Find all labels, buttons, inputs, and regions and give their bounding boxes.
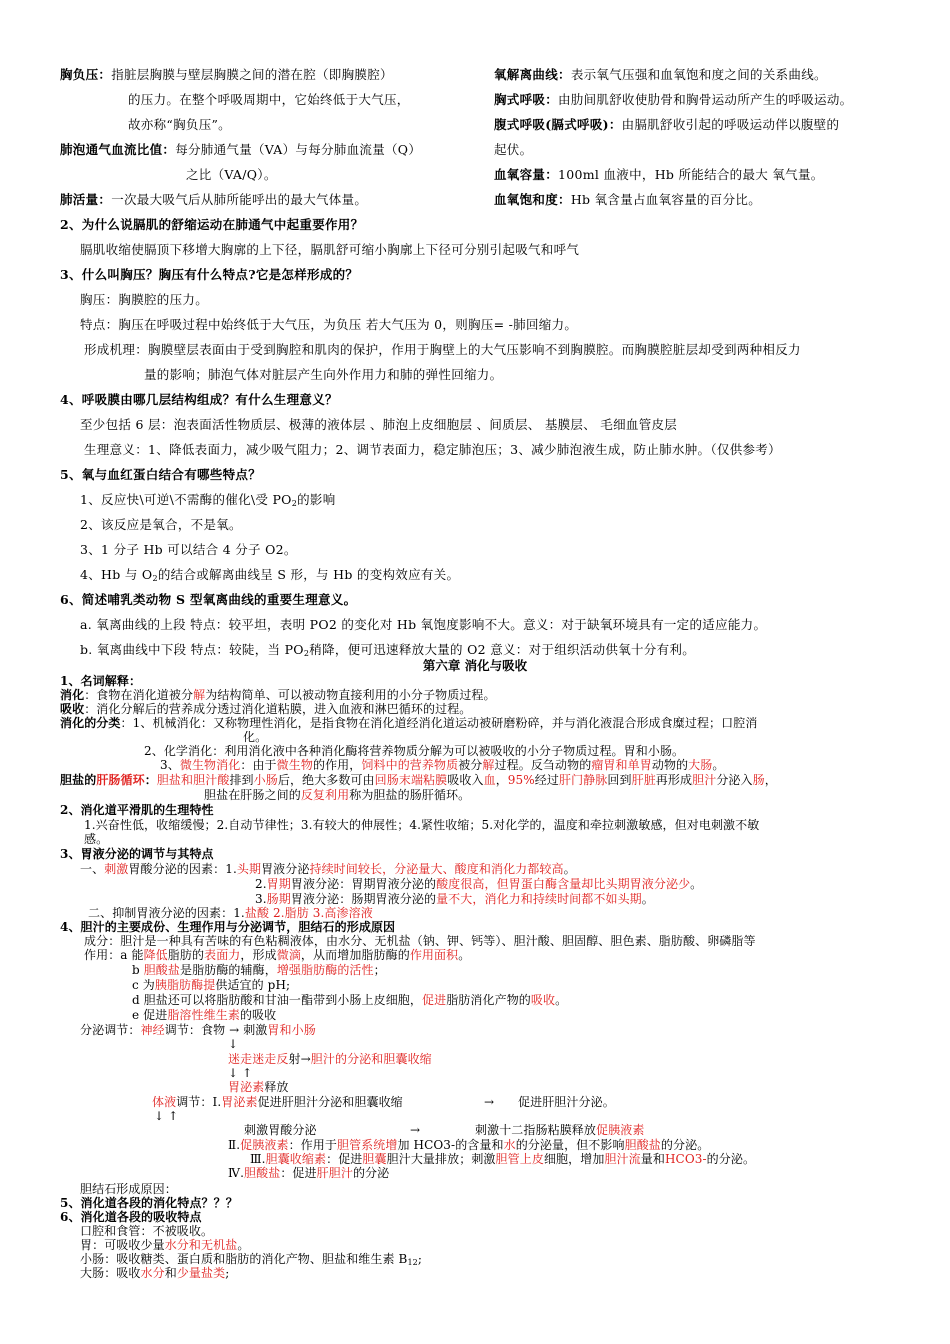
q4-meaning: 生理意义：1、降低表面力，减少吸气阻力；2、调节表面力，稳定肺泡压；3、减少肺泡液生成，防止肺水肿。（仅供参考） (84, 442, 781, 457)
q4-title: 4、呼吸膜由哪几层结构组成？有什么生理意义？ (60, 392, 338, 407)
def-negative-pressure-line2: 的压力。在整个呼吸周期中，它始终低于大气压， (128, 92, 410, 107)
s4-function-c: c 为胰脂肪酶提供适宜的 pH; (132, 978, 291, 992)
def-va-q-ratio-line2: 之比（VA/Q）。 (186, 167, 277, 182)
arrow-right-icon: → (484, 1095, 495, 1109)
q3-feature: 特点：胸压在呼吸过程中始终低于大气压，为负压 若大气压为 0，则胸压= -肺回缩力。 (80, 317, 578, 332)
q5-item-4: 4、Hb 与 $O_2$的结合或解离曲线呈 S 形，与 Hb 的变构效应有关。 (80, 567, 460, 583)
s4-composition: 成分：胆汁是一种具有苦味的有色粘稠液体，由水分、无机盐（钠、钾、钙等）、胆汁酸、胆固醇、胆色素、脂肪酸、卵磷脂等 (84, 934, 756, 948)
def-abdominal-breathing: 腹式呼吸(膈式呼吸)：由膈肌舒收引起的呼吸运动伴以腹壁的 (494, 117, 840, 132)
s6-large-intestine: 大肠：吸收水分和少量盐类; (80, 1266, 230, 1280)
s4-regulation-gastrin: 胃泌素释放 (228, 1080, 289, 1094)
s1-absorption: 吸收：消化分解后的营养成分透过消化道粘膜，进入血液和淋巴循环的过程。 (60, 702, 472, 716)
s2-title: 2、消化道平滑肌的生理特性 (60, 803, 214, 817)
s6-stomach: 胃：可吸收少量水分和无机盐。 (80, 1238, 250, 1252)
s1-bile-circulation-line2: 胆盐在肝肠之间的反复利用称为胆盐的肠肝循环。 (204, 788, 471, 802)
s4-regulation-humoral: 体液调节：Ⅰ.胃泌素促进肝胆汁分泌和胆囊收缩 (152, 1095, 403, 1109)
s4-regulation-vagal: 迷走迷走反射→胆汁的分泌和胆囊收缩 (228, 1052, 432, 1066)
chapter-title: 第六章 消化与吸收 (422, 658, 528, 673)
s3-line1: 一、刺激胃酸分泌的因素：1.头期胃液分泌持续时间较长，分泌量大、酸度和消化力都较高。 (80, 862, 576, 876)
s4-gallstone: 胆结石形成原因： (80, 1182, 177, 1196)
s1-digestion: 消化：食物在消化道被分解为结构简单、可以被动物直接利用的小分子物质过程。 (60, 688, 496, 702)
q3-mechanism: 形成机理：胸膜壁层表面由于受到胸腔和肌肉的保护，作用于胸壁上的大气压影响不到胸膜腔。而胸膜腔脏层却受到两种相反力 (84, 342, 801, 357)
arrow-right-icon: → (410, 1123, 421, 1137)
def-vital-capacity: 肺活量：一次最大吸气后从肺所能呼出的最大气体量。 (60, 192, 368, 207)
def-thoracic-breathing: 胸式呼吸：由肋间肌舒收使肋骨和胸骨运动所产生的呼吸运动。 (494, 92, 853, 107)
q3-definition: 胸压：胸膜腔的压力。 (80, 292, 209, 307)
q5-item-3: 3、1 分子 Hb 可以结合 4 分子 O2。 (80, 542, 297, 557)
arrow-updown-icon: ↓ ↑ (228, 1066, 253, 1080)
s4-regulation-humoral-result: 促进肝胆汁分泌。 (518, 1095, 615, 1109)
s4-function-e: e 促进脂溶性维生素的吸收 (132, 1008, 277, 1022)
def-abdominal-breathing-line2: 起伏。 (494, 142, 533, 157)
s2-line2: 感。 (84, 832, 109, 846)
s1-classification: 消化的分类：1、机械消化：又称物理性消化，是指食物在消化道经消化道运动被研磨粉碎，并与消化液混合形成食糜过程；口腔消 (60, 716, 758, 730)
def-dissociation-curve: 氧解离曲线：表示氧气压强和血氧饱和度之间的关系曲线。 (494, 67, 827, 82)
s4-regulation-bile-salt: Ⅳ.胆酸盐：促进肝胆汁的分泌 (228, 1166, 390, 1180)
def-negative-pressure: 胸负压：指脏层胸膜与壁层胸膜之间的潜在腔（即胸膜腔） (60, 67, 393, 82)
q2-title: 2、为什么说膈肌的舒缩运动在肺通气中起重要作用？ (60, 217, 364, 232)
def-negative-pressure-line3: 故亦称“胸负压”。 (128, 117, 231, 132)
def-va-q-ratio: 肺泡通气血流比值：每分肺通气量（VA）与每分肺血流量（Q） (60, 142, 422, 157)
q6-item-a: a. 氧离曲线的上段 特点：较平坦，表明 PO2 的变化对 Hb 氧饱度影响不大。意义：对于缺氧环境具有一定的适应能力。 (80, 617, 767, 632)
s1-title: 1、名词解释： (60, 674, 142, 688)
s3-line2: 2.胃期胃液分泌：胃期胃液分泌的酸度很高，但胃蛋白酶含量却比头期胃液分泌少。 (255, 877, 703, 891)
s1-chemical: 2、化学消化：利用消化液中各种消化酶将营养物质分解为可以被吸收的小分子物质过程。胃和小肠。 (144, 744, 685, 758)
q5-title: 5、氧与血红蛋白结合有哪些特点？ (60, 467, 261, 482)
q4-layers: 至少包括 6 层：泡表面活性物质层、极薄的液体层 、肺泡上皮细胞层 、间质层、 基膜层、 毛细血管皮层 (80, 417, 678, 432)
q3-title: 3、什么叫胸压？胸压有什么特点?它是怎样形成的？ (60, 267, 359, 282)
s4-function-b: b 胆酸盐是脂肪酶的辅酶，增强脂肪酶的活性； (132, 963, 386, 977)
s4-regulation-cck: Ⅲ.胆囊收缩素：促进胆囊胆汁大量排放；刺激胆管上皮细胞，增加胆汁流量和HCO3-的分泌。 (250, 1152, 756, 1166)
s6-small-intestine: 小肠：吸收糖类、蛋白质和脂肪的消化产物、胆盐和维生素 $B_{12}$; (80, 1252, 422, 1267)
s3-line4: 二、抑制胃液分泌的因素：1.盐酸 2.脂肪 3.高渗溶液 (88, 906, 373, 920)
s6-oral: 口腔和食管：不被吸收。 (80, 1224, 214, 1238)
s3-line3: 3.肠期胃液分泌：肠期胃液分泌的量不大，消化力和持续时间都不如头期。 (255, 892, 654, 906)
s4-regulation-neural: 分泌调节：神经调节：食物 → 刺激胃和小肠 (80, 1023, 316, 1037)
s3-title: 3、胃液分泌的调节与其特点 (60, 847, 214, 861)
def-oxygen-capacity: 血氧容量：100ml 血液中，Hb 所能结合的最大 氧气量。 (494, 167, 824, 182)
s5-title: 5、消化道各段的消化特点？？？ (60, 1196, 238, 1210)
q2-answer: 膈肌收缩使膈顶下移增大胸廓的上下径，膈肌舒可缩小胸廓上下径可分别引起吸气和呼气 (80, 242, 580, 257)
q6-title: 6、简述哺乳类动物 S 型氧离曲线的重要生理意义。 (60, 592, 357, 607)
def-oxygen-saturation: 血氧饱和度：Hb 氧含量占血氧容量的百分比。 (494, 192, 761, 207)
s1-microbial: 3、微生物消化：由于微生物的作用，饲料中的营养物质被分解过程。反刍动物的瘤胃和单胃动物的大肠。 (160, 758, 725, 772)
s4-function-a: 作用：a 能降低脂肪的表面力，形成微滴，从而增加脂肪酶的作用面积。 (84, 948, 471, 962)
q6-item-b: b. 氧离曲线中下段 特点：较陡，当 $PO_2$稍降，便可迅速释放大量的 O2 意义：对于组织活动供氧十分有利。 (80, 642, 695, 658)
arrow-updown-icon: ↓ ↑ (154, 1109, 179, 1123)
q5-item-1: 1、反应快\可逆\不需酶的催化\受 $PO_2$的影响 (80, 492, 336, 508)
s1-bile-circulation: 胆盐的肝肠循环：胆盐和胆汁酸排到小肠后，绝大多数可由回肠末端粘膜吸收入血，95%经过肝门静脉回到肝脏再形成胆汁分泌入肠， (60, 773, 777, 787)
s6-title: 6、消化道各段的吸收特点 (60, 1210, 202, 1224)
s4-regulation-gastric-acid: 刺激胃酸分泌 (244, 1123, 317, 1137)
q5-item-2: 2、该反应是氧合，不是氧。 (80, 517, 242, 532)
q3-mechanism-line2: 量的影响；肺泡气体对脏层产生向外作用力和肺的弹性回缩力。 (144, 367, 503, 382)
s4-regulation-duodenum: 刺激十二指肠粘膜释放促胰液素 (475, 1123, 645, 1137)
s4-title: 4、胆汁的主要成份、生理作用与分泌调节，胆结石的形成原因 (60, 920, 396, 934)
arrow-right-icon: → (229, 1023, 240, 1037)
s4-regulation-secretin: Ⅱ.促胰液素：作用于胆管系统增加 HCO3-的含量和水的分泌量，但不影响胆酸盐的分泌。 (228, 1138, 710, 1152)
s1-classification-line2: 化。 (243, 730, 268, 744)
s4-function-d: d 胆盐还可以将脂肪酸和甘油一酯带到小肠上皮细胞，促进脂肪消化产物的吸收。 (132, 993, 568, 1007)
s2-line1: 1.兴奋性低，收缩缓慢；2.自动节律性；3.有较大的伸展性；4.紧性收缩；5.对化学的，温度和牵拉刺激敏感，但对电刺激不敏 (84, 818, 760, 832)
arrow-down-icon: ↓ (228, 1037, 239, 1051)
